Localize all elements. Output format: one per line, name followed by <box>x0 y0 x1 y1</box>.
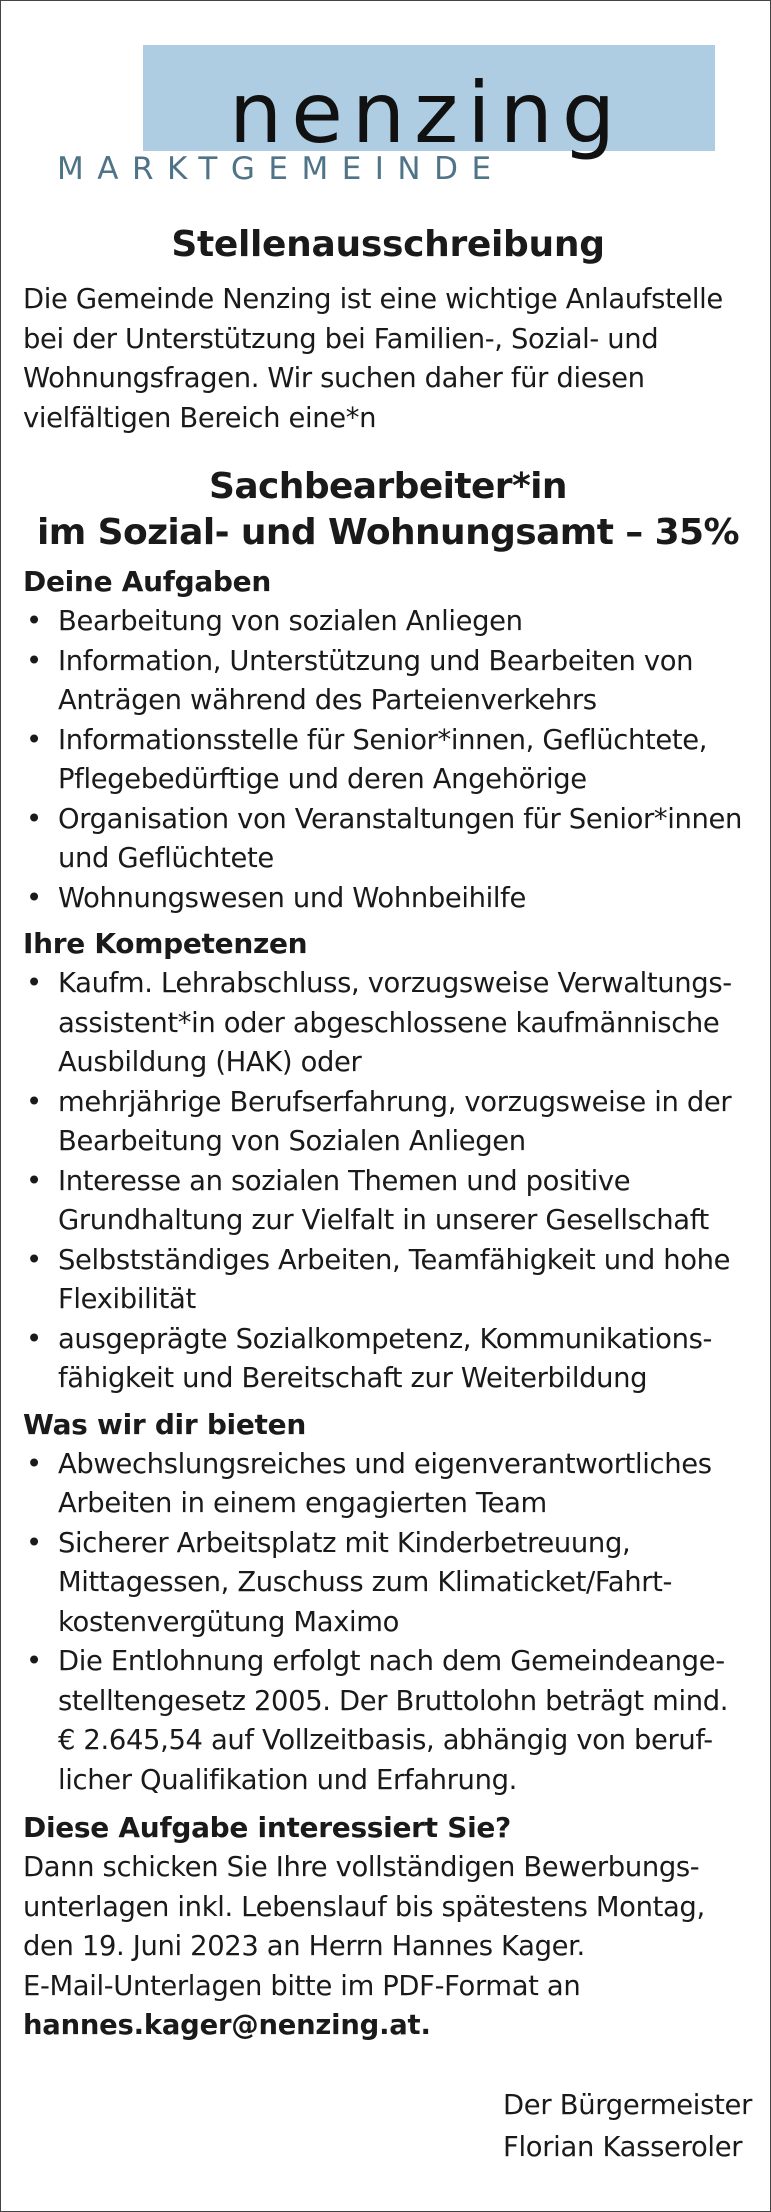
list-item <box>23 642 753 721</box>
list-item <box>23 1320 753 1399</box>
signature-block <box>503 2085 752 2169</box>
list-item-text: Information, Unterstützung und Bearbeiten von Anträgen während des Parteienverkehrs <box>58 645 694 717</box>
apply-text: Dann schicken Sie Ihre vollständigen Bewerbungs-unterlagen inkl. Lebenslauf bis spätestens Montag, den 19. Juni 2023 an Herrn Hannes Kager. <box>23 1852 705 1963</box>
list-item-text: Sicherer Arbeitsplatz mit Kinderbetreuung, Mittagessen, Zuschuss zum Klimaticket/Fahrt-kostenvergütung Maximo <box>58 1527 673 1638</box>
list-item <box>23 1162 753 1241</box>
list-item <box>23 964 753 1083</box>
bullet: • <box>26 1165 42 1197</box>
signature-role: Der Bürgermeister <box>503 2090 753 2121</box>
list-item-text: Bearbeitung von sozialen Anliegen <box>58 606 523 638</box>
logo-wordmark: nenzing <box>229 64 625 162</box>
bullet: • <box>26 1448 42 1480</box>
bullet: • <box>26 606 42 638</box>
posting-content <box>23 223 753 2046</box>
list-item-text: Die Entlohnung erfolgt nach dem Gemeindeange-stelltengesetz 2005. Der Bruttolohn beträgt mind. € 2.645,54 auf Vollzeitbasis, abhängig von beruf-licher Qualifikation und Erfahrung. <box>58 1646 729 1796</box>
bullet: • <box>26 882 42 914</box>
offer-list <box>23 1445 753 1801</box>
section-title: Deine Aufgaben <box>23 565 271 599</box>
section-tasks <box>23 562 753 918</box>
job-title <box>23 464 753 556</box>
signature-name: Florian Kasseroler <box>503 2132 743 2163</box>
list-item-text: Abwechslungsreiches und eigenverantwortliches Arbeiten in einem engagierten Team <box>58 1448 712 1520</box>
contact-email: hannes.kager@nenzing.at. <box>23 2010 431 2042</box>
section-competencies <box>23 924 753 1399</box>
list-item <box>23 721 753 800</box>
apply-title: Diese Aufgabe interessiert Sie? <box>23 1811 512 1845</box>
bullet: • <box>26 1646 42 1678</box>
section-title: Ihre Kompetenzen <box>23 927 308 961</box>
posting-heading: Stellenausschreibung <box>171 224 605 265</box>
list-item <box>23 1241 753 1320</box>
job-title-line-1: Sachbearbeiter*in <box>209 466 567 508</box>
list-item-text: Wohnungswesen und Wohnbeihilfe <box>58 882 526 914</box>
bullet: • <box>26 1323 42 1355</box>
competency-list <box>23 964 753 1399</box>
list-item <box>23 1083 753 1162</box>
section-title: Was wir dir bieten <box>23 1407 306 1441</box>
list-item <box>23 1524 753 1643</box>
list-item-text: Organisation von Veranstaltungen für Senior*innen und Geflüchtete <box>58 803 743 875</box>
list-item <box>23 602 753 642</box>
bullet: • <box>26 803 42 835</box>
bullet: • <box>26 968 42 1000</box>
section-offer <box>23 1405 753 1801</box>
list-item <box>23 1445 753 1524</box>
list-item-text: mehrjährige Berufserfahrung, vorzugsweise in der Bearbeitung von Sozialen Anliegen <box>58 1086 732 1158</box>
task-list <box>23 602 753 918</box>
bullet: • <box>26 724 42 756</box>
list-item <box>23 1642 753 1800</box>
bullet: • <box>26 645 42 677</box>
apply-section <box>23 1808 753 2046</box>
logo-subtitle: MARKTGEMEINDE <box>57 151 505 187</box>
list-item-text: Informationsstelle für Senior*innen, Geflüchtete, Pflegebedürftige und deren Angehörige <box>58 724 708 796</box>
list-item <box>23 800 753 879</box>
bullet: • <box>26 1086 42 1118</box>
list-item-text: Kaufm. Lehrabschluss, vorzugsweise Verwaltungs-assistent*in oder abgeschlossene kaufmännische Ausbildung (HAK) oder <box>58 968 732 1079</box>
bullet: • <box>26 1527 42 1559</box>
bullet: • <box>26 1244 42 1276</box>
intro-text: Die Gemeinde Nenzing ist eine wichtige Anlaufstelle bei der Unterstützung bei Familien-, Sozial- und Wohnungsfragen. Wir suchen daher für diesen vielfältigen Bereich eine*n <box>23 284 723 434</box>
list-item-text: ausgeprägte Sozialkompetenz, Kommunikations-fähigkeit und Bereitschaft zur Weiterbildung <box>58 1323 713 1395</box>
pdf-note: E-Mail-Unterlagen bitte im PDF-Format an <box>23 1970 581 2002</box>
list-item-text: Interesse an sozialen Themen und positive Grundhaltung zur Vielfalt in unserer Gesellschaft <box>58 1165 709 1237</box>
list-item <box>23 879 753 919</box>
list-item-text: Selbstständiges Arbeiten, Teamfähigkeit und hohe Flexibilität <box>58 1244 731 1316</box>
job-title-line-2: im Sozial- und Wohnungsamt – 35% <box>37 512 739 554</box>
